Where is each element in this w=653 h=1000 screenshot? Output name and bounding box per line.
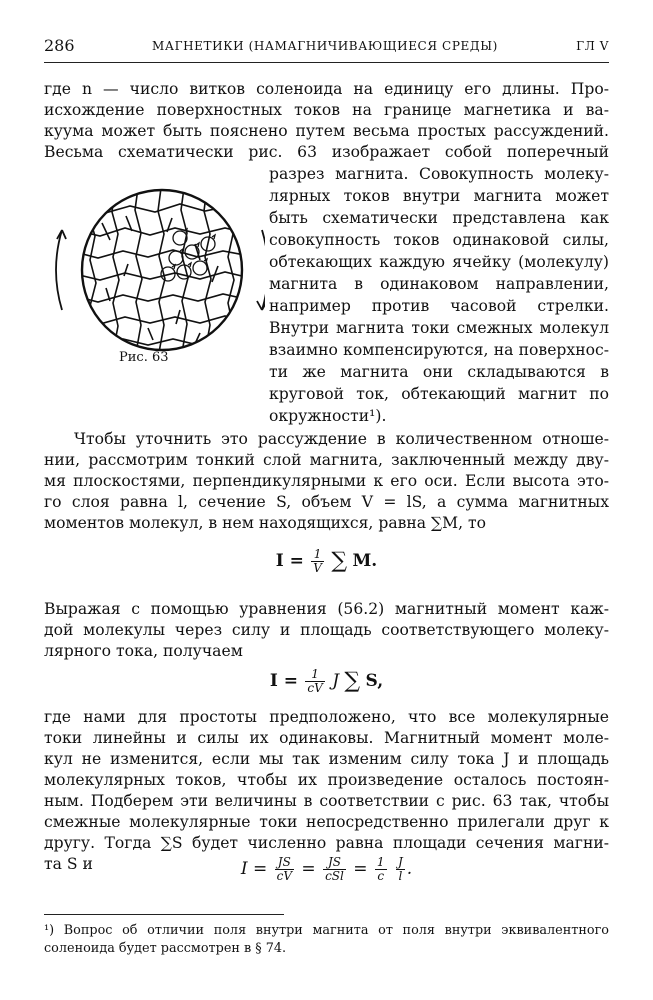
text-line: Чтобы уточнить это рассуждение в количественном отноше-: [74, 430, 609, 448]
numerator: 1: [311, 548, 324, 562]
text-line: Внутри магнита токи смежных молекул: [269, 319, 609, 337]
formula-lhs: I =: [240, 859, 268, 879]
footnote-line: соленоида будет рассмотрен в § 74.: [44, 941, 287, 956]
text-line: та S и: [44, 855, 93, 873]
fraction: [375, 856, 387, 883]
numerator: 1: [305, 668, 324, 682]
text-line: кул не изменится, если мы так изменим силу тока J и площадь: [44, 750, 609, 768]
text-line: где нами для простоты предположено, что все молекулярные: [44, 708, 609, 726]
denominator: cSl: [325, 869, 344, 883]
denominator: cV: [276, 869, 292, 883]
numerator: 1: [376, 855, 385, 869]
fraction: [323, 856, 346, 883]
numerator: JS: [323, 856, 346, 870]
running-title: МАГНЕТИКИ (НАМАГНИЧИВАЮЩИЕСЯ СРЕДЫ): [152, 39, 498, 53]
text-line: например против часовой стрелки.: [269, 297, 609, 315]
sum-sign: ∑: [344, 668, 361, 694]
text-line: круговой ток, обтекающий магнит по: [269, 385, 609, 403]
footnote-line: ¹) Вопрос об отличии поля внутри магнита от поля внутри эквивалентного: [44, 923, 609, 938]
text-line: обтекающих каждую ячейку (молекулу): [269, 253, 609, 271]
text-line: Весьма схематически рис. 63 изображает собой поперечный: [44, 143, 609, 161]
magnet-cross-section-figure: [40, 168, 265, 368]
denominator: l: [398, 869, 403, 883]
formula-rhs: M.: [352, 551, 378, 571]
text-line: магнита в одинаковом направлении,: [269, 275, 609, 293]
text-line: быть схематически представлена как: [269, 209, 609, 227]
fraction: [311, 548, 324, 575]
text-line: нии, рассмотрим тонкий слой магнита, заключенный между дву-: [44, 451, 609, 469]
sum-sign: ∑: [331, 548, 348, 574]
text-line: мя плоскостями, перпендикулярными к его оси. Если высота это-: [44, 472, 609, 490]
fraction: [396, 856, 405, 883]
formula-magnetization-current: [44, 668, 609, 695]
current-symbol: J: [332, 671, 340, 691]
denominator: cV: [307, 681, 323, 695]
text-line: где n — число витков соленоида на единицу его длины. Про-: [44, 80, 609, 98]
footnote-rule: [44, 914, 284, 915]
equals-sign: =: [301, 859, 316, 879]
text-line: исхождение поверхностных токов на границе магнетика и ва-: [44, 101, 609, 119]
text-line: лярного тока, получаем: [44, 642, 243, 660]
header-rule: [44, 62, 609, 63]
fraction: [275, 856, 294, 883]
text-line: другу. Тогда ∑S будет численно равна площади сечения магни-: [44, 834, 609, 852]
formula-lhs: I =: [275, 551, 304, 571]
text-line: ти же магнита они складываются в: [269, 363, 609, 381]
fraction: [305, 668, 324, 695]
chapter-label: ГЛ V: [576, 39, 609, 53]
formula-magnetization: [44, 548, 609, 575]
text-line: совокупность токов одинаковой силы,: [269, 231, 609, 249]
text-line: куума может быть пояснено путем весьма простых рассуждений.: [44, 122, 609, 140]
text-line: молекулярных токов, чтобы их произведение осталось постоян-: [44, 771, 609, 789]
formula-lhs: I =: [269, 671, 298, 691]
formula-rhs: S,: [365, 671, 384, 691]
equals-sign: =: [353, 859, 368, 879]
text-line: ным. Подберем эти величины в соответствии с рис. 63 так, чтобы: [44, 792, 609, 810]
text-line: окружности¹).: [269, 407, 387, 425]
text-line: токи линейны и силы их одинаковы. Магнитный момент моле-: [44, 729, 609, 747]
page-number: 286: [44, 36, 75, 55]
text-line: разрез магнита. Совокупность молеку-: [269, 165, 609, 183]
figure-caption: Рис. 63: [119, 350, 169, 365]
formula-current-density: [44, 856, 609, 883]
text-line: го слоя равна l, сечение S, объем V = lS, а сумма магнитных: [44, 493, 609, 511]
text-line: моментов молекул, в нем находящихся, равна ∑M, то: [44, 514, 487, 532]
text-line: лярных токов внутри магнита может: [269, 187, 609, 205]
denominator: c: [377, 869, 385, 883]
period: .: [406, 859, 413, 879]
text-line: взаимно компенсируются, на поверхнос-: [269, 341, 609, 359]
text-line: Выражая с помощью уравнения (56.2) магнитный момент каж-: [44, 600, 609, 618]
text-line: дой молекулы через силу и площадь соответствующего молеку-: [44, 621, 609, 639]
text-line: смежные молекулярные токи непосредственно прилегали друг к: [44, 813, 609, 831]
numerator: J: [397, 855, 403, 869]
numerator: JS: [275, 856, 294, 870]
running-header: [44, 36, 609, 58]
denominator: V: [313, 561, 322, 575]
